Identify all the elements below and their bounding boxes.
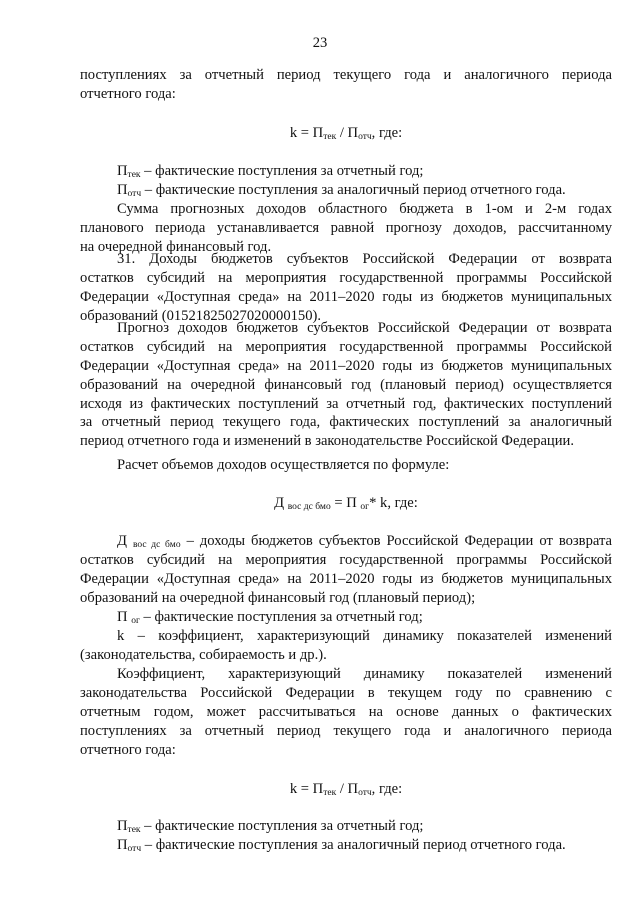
text-line: Коэффициент, характеризующий динамику показателей изменений — [117, 666, 612, 682]
definition-text: – фактические поступления за аналогичный период отчетного года. — [141, 182, 566, 198]
symbol: Д — [117, 533, 133, 549]
text-line — [80, 532, 612, 551]
text-line: образований на очередной финансовый год (плановый период) осуществляется — [80, 376, 612, 393]
text-line — [80, 817, 612, 836]
text-line — [80, 608, 612, 627]
paragraph-coefficient — [80, 665, 612, 759]
text-line: остатков субсидий на мероприятия государственной программы Российской — [80, 269, 612, 286]
formula-sub: вос дс бмо — [287, 502, 331, 512]
formula-sub: тек — [323, 788, 337, 798]
definition-ptek-2 — [80, 817, 612, 836]
definition-text: – фактические поступления за отчетный год; — [140, 818, 424, 834]
symbol: П — [117, 837, 128, 853]
text-line — [80, 836, 612, 855]
symbol-sub: тек — [127, 825, 141, 835]
paragraph-forecast — [80, 319, 612, 451]
text-line: планового периода устанавливается равной прогнозу доходов, рассчитанному — [80, 219, 612, 236]
text-line: поступлениях за отчетный период текущего года и аналогичного периода — [80, 722, 612, 739]
text-line: Сумма прогнозных доходов областного бюджета в 1-ом и 2-м годах — [117, 201, 612, 217]
symbol-sub: отч — [127, 844, 142, 854]
formula-part: , где: — [371, 781, 403, 797]
text-line: Расчет объемов доходов осуществляется по формуле: — [117, 457, 450, 473]
definition-pog — [80, 608, 612, 627]
text-line: поступлениях за отчетный период текущего года и аналогичного периода — [80, 67, 612, 83]
text-line: k – коэффициент, характеризующий динамику показателей изменений — [117, 628, 612, 644]
paragraph-31 — [80, 250, 612, 326]
formula-k — [80, 124, 612, 145]
formula-part: / П — [336, 781, 359, 797]
symbol-sub: отч — [127, 189, 142, 199]
formula-part: , где: — [371, 125, 403, 141]
text-line: (законодательства, собираемость и др.). — [80, 646, 327, 663]
definition-d — [80, 532, 612, 608]
text-line: отчетного года: — [80, 85, 176, 102]
formula-part: / П — [336, 125, 359, 141]
page-number: 23 — [312, 35, 328, 51]
paragraph-forecast-sum — [80, 200, 612, 257]
symbol: П — [117, 182, 128, 198]
text-line: отчетным годом, может рассчитываться на основе данных о фактических — [80, 703, 612, 720]
text-line: на очередной финансовый год. — [80, 238, 272, 255]
text-line: Федерации «Доступная среда» на 2011–2020 годы из бюджетов муниципальных — [80, 357, 612, 374]
paragraph-calc-intro — [80, 456, 612, 475]
formula-part: = П — [330, 495, 361, 511]
formula-d — [80, 494, 612, 515]
definition-potch — [80, 181, 612, 200]
paragraph-intro — [80, 66, 612, 104]
symbol-sub: тек — [127, 170, 141, 180]
text-line: Прогноз доходов бюджетов субъектов Российской Федерации от возврата — [117, 320, 612, 336]
formula-sub: отч — [358, 132, 372, 142]
formula-part: k = П — [289, 125, 324, 141]
text-line: отчетного года: — [80, 741, 176, 758]
text-line: образований (01521825027020000150). — [80, 307, 322, 324]
text-line: исходя из фактических поступлений за отчетный год, фактических поступлений — [80, 395, 612, 412]
definition-text: – фактические поступления за отчетный год; — [140, 163, 424, 179]
symbol-sub: ог — [131, 616, 140, 626]
definition-ptek — [80, 162, 612, 181]
text-line: образований на очередной финансовый год (плановый период); — [80, 589, 476, 606]
formula-part: * k, где: — [369, 495, 418, 511]
text-line: за отчетный период текущего года, фактических поступлений за аналогичный — [80, 414, 612, 431]
definition-text: – фактические поступления за отчетный год; — [139, 609, 423, 625]
text-line: Федерации «Доступная среда» на 2011–2020 годы из бюджетов муниципальных — [80, 570, 612, 587]
formula-part: k = П — [289, 781, 324, 797]
formula-sub: отч — [358, 788, 372, 798]
definition-k — [80, 627, 612, 665]
text-line: законодательства Российской Федерации в текущем году по сравнению с — [80, 684, 612, 701]
text-line: 31. Доходы бюджетов субъектов Российской Федерации от возврата — [117, 251, 612, 267]
symbol: П — [117, 609, 132, 625]
text-line — [80, 162, 612, 181]
formula-sub: ог — [360, 502, 370, 512]
text-line: остатков субсидий на мероприятия государственной программы Российской — [80, 338, 612, 355]
definition-potch-2 — [80, 836, 612, 855]
formula-k-2 — [80, 780, 612, 801]
text-line: Федерации «Доступная среда» на 2011–2020 годы из бюджетов муниципальных — [80, 288, 612, 305]
formula-part: Д — [274, 495, 288, 511]
text-line: период отчетного года и изменений в законодательстве Российской Федерации. — [80, 433, 575, 450]
definition-text: – фактические поступления за аналогичный период отчетного года. — [141, 837, 566, 853]
definition-text: – доходы бюджетов субъектов Российской Федерации от возврата — [180, 533, 613, 549]
formula-sub: тек — [323, 132, 337, 142]
symbol: П — [117, 818, 128, 834]
symbol: П — [117, 163, 128, 179]
symbol-sub: вос дс бмо — [132, 540, 181, 550]
text-line — [80, 181, 612, 200]
text-line: остатков субсидий на мероприятия государственной программы Российской — [80, 551, 612, 568]
